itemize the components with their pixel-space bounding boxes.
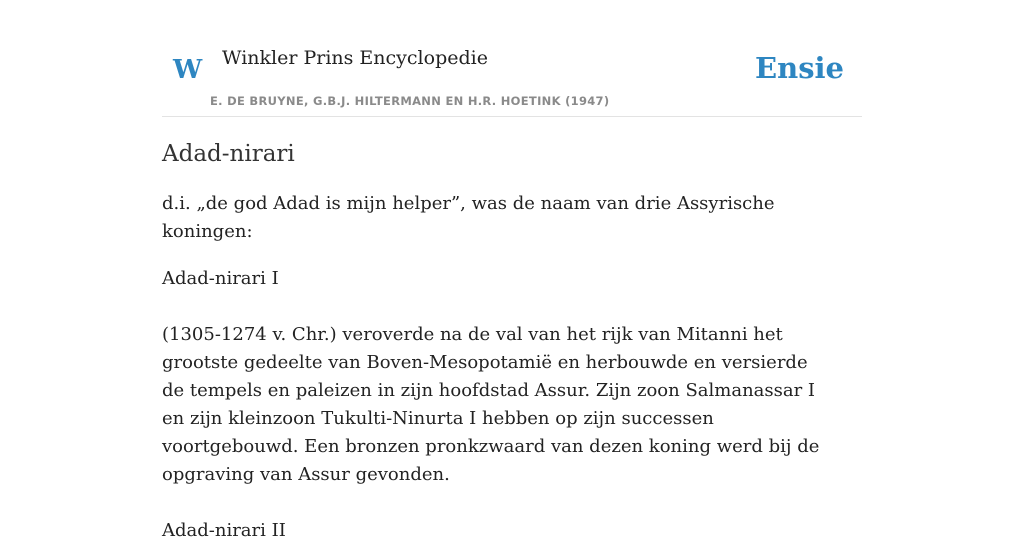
ensie-logo-link[interactable]: Ensie	[755, 51, 844, 85]
book-title: Winkler Prins Encyclopedie	[222, 47, 488, 69]
section-text-adad-nirari-i: (1305-1274 v. Chr.) veroverde na de val van het rijk van Mitanni het grootste gedeelte van Boven-Mesopotamië en herbouwde en versierde de tempels en paleizen in zijn hoofdstad Assur. Zijn zoon Salmanassar I en zijn kleinzoon Tukulti-Ninurta I hebben op zijn successen voortgebouwd. Een bronzen pronkzwaard van dezen koning werd bij de opgraving van Assur gevonden.	[162, 324, 820, 485]
header	[162, 0, 862, 117]
section-heading-adad-nirari-i: Adad-nirari I	[162, 268, 279, 289]
article-title: Adad-nirari	[162, 141, 295, 167]
book-authors: E. DE BRUYNE, G.B.J. HILTERMANN EN H.R. HOETINK (1947)	[210, 94, 610, 108]
section-heading-adad-nirari-ii: Adad-nirari II	[162, 520, 286, 541]
article-intro: d.i. „de god Adad is mijn helper”, was de naam van drie Assyrische koningen:	[162, 193, 775, 242]
winkler-prins-logo[interactable]: W	[173, 55, 203, 85]
article	[162, 138, 862, 545]
